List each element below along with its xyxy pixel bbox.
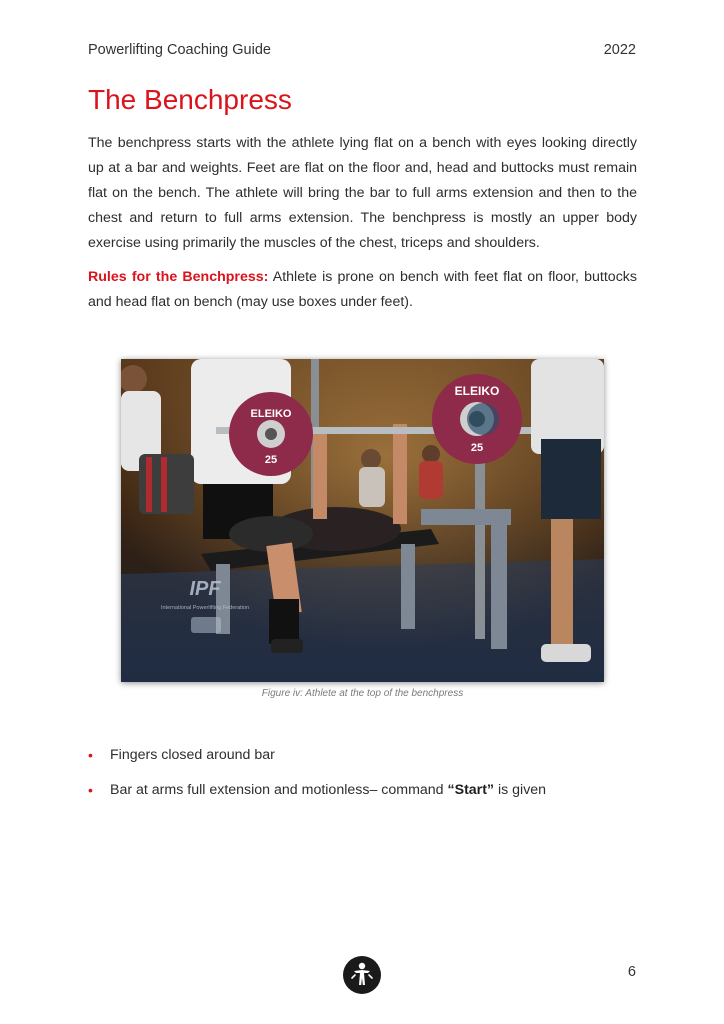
plate-right-number: 25 <box>470 442 484 454</box>
plate-right-brand: ELEIKO <box>454 384 500 398</box>
start-command: “Start” <box>447 782 495 798</box>
rules-paragraph <box>88 265 637 315</box>
ipf-watermark-text: International Powerlifting Federation <box>160 605 250 611</box>
rack-upright-right <box>475 449 485 639</box>
bullet-icon: • <box>88 747 93 763</box>
running-header-title: Powerlifting Coaching Guide <box>88 42 271 58</box>
rules-text: Athlete is prone on bench with feet flat on floor, buttocks and head flat on bench (may use boxes under feet). <box>88 269 637 310</box>
benchpress-illustration <box>121 359 604 682</box>
running-header-year: 2022 <box>603 42 636 58</box>
plate-left-number: 25 <box>264 454 278 466</box>
page-title: The Benchpress <box>88 84 292 115</box>
bullet-icon: • <box>88 782 93 798</box>
athlete-arm-right <box>393 424 407 524</box>
athlete-arm-left <box>313 429 327 519</box>
ipf-watermark-logo: IPF <box>189 578 221 600</box>
list-item: • Fingers closed around bar <box>88 744 546 779</box>
page-number: 6 <box>627 964 636 980</box>
list-item: • Bar at arms full extension and motionless– command “Start” is given <box>88 779 546 814</box>
rules-label: Rules for the Benchpress: <box>88 269 269 285</box>
benchpress-photo <box>121 359 604 682</box>
rules-bullet-list <box>88 744 546 814</box>
plate-left-brand: ELEIKO <box>250 408 292 420</box>
brand-logo-icon <box>343 956 381 994</box>
intro-paragraph: The benchpress starts with the athlete lying flat on a bench with eyes looking directly up at a bar and weights. Feet are flat on the floor and, head and buttocks must remain flat on the bench. The athlete will bring the bar to full arms extension and then to the chest and return to full arms extension. The benchpress is mostly an upper body exercise using primarily the muscles of the chest, triceps and shoulders. <box>88 135 637 251</box>
figure-caption: Figure iv: Athlete at the top of the benchpress <box>261 688 464 699</box>
